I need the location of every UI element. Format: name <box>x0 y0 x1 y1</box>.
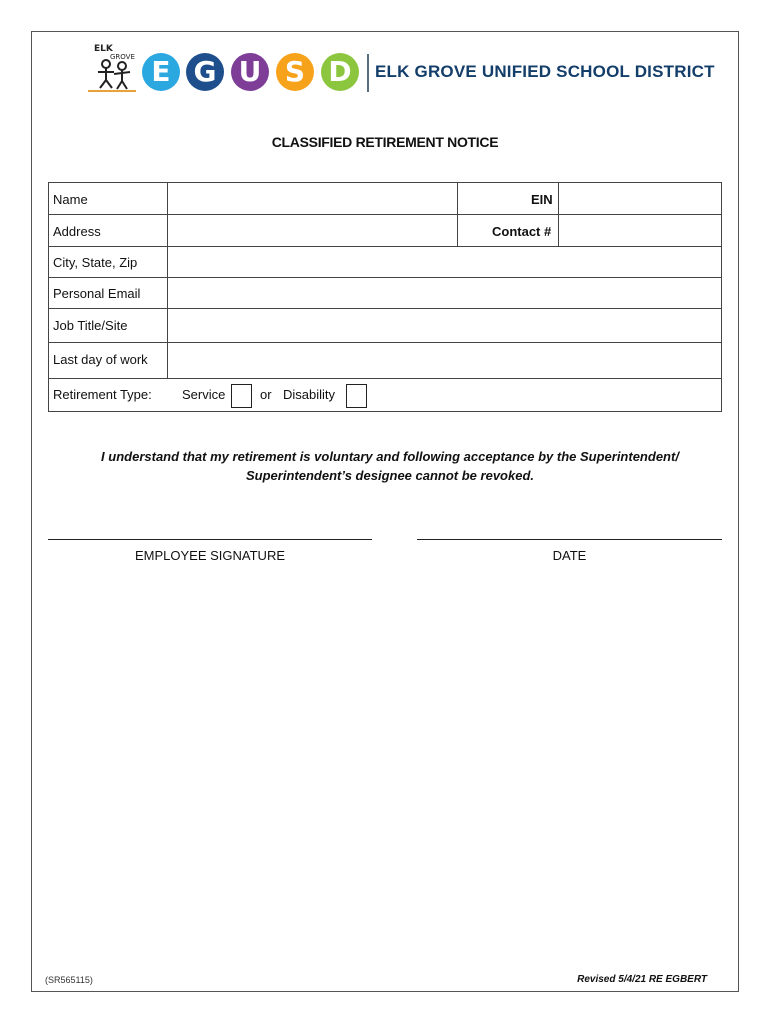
city-state-zip-field[interactable] <box>169 248 720 276</box>
job-title-site-field[interactable] <box>169 310 720 341</box>
column-divider <box>558 183 559 246</box>
elk-grove-kids-logo <box>86 42 138 92</box>
logo-letter-d: D <box>321 53 359 91</box>
service-checkbox[interactable] <box>231 384 252 408</box>
address-field[interactable] <box>169 216 456 245</box>
personal-email-field[interactable] <box>169 279 720 307</box>
row-divider <box>49 308 721 309</box>
form-page-border <box>31 31 739 992</box>
ein-label: EIN <box>531 192 553 207</box>
contact-label: Contact # <box>492 224 552 239</box>
form-code: (SR565115) <box>45 975 93 985</box>
job-title-site-label: Job Title/Site <box>53 318 128 333</box>
acknowledgement-statement <box>60 447 720 485</box>
city-state-zip-label: City, State, Zip <box>53 255 138 270</box>
disability-checkbox[interactable] <box>346 384 367 408</box>
last-day-of-work-field[interactable] <box>169 344 720 377</box>
row-divider <box>49 378 721 379</box>
employee-info-table <box>48 182 722 412</box>
statement-line-1: I understand that my retirement is voluntary and following acceptance by the Superintendent/ <box>101 449 679 464</box>
column-divider <box>167 183 168 378</box>
statement-line-2: Superintendent’s designee cannot be revoked. <box>246 468 534 483</box>
row-divider <box>49 246 721 247</box>
employee-signature-line[interactable] <box>48 539 372 540</box>
personal-email-label: Personal Email <box>53 286 141 301</box>
name-field[interactable] <box>169 184 456 213</box>
logo-letter-u: U <box>231 53 269 91</box>
retirement-type-label: Retirement Type: <box>53 387 152 402</box>
employee-signature-label: EMPLOYEE SIGNATURE <box>134 548 285 563</box>
logo-elk-text: ELK <box>94 44 113 54</box>
logo-divider <box>367 54 369 92</box>
disability-label: Disability <box>283 387 336 402</box>
name-label: Name <box>53 192 88 207</box>
form-title: CLASSIFIED RETIREMENT NOTICE <box>271 134 499 150</box>
last-day-of-work-label: Last day of work <box>53 352 148 367</box>
row-divider <box>49 342 721 343</box>
logo-letter-g: G <box>186 53 224 91</box>
logo-grove-text: GROVE <box>110 53 135 61</box>
date-label: DATE <box>552 548 587 563</box>
contact-field[interactable] <box>560 216 720 245</box>
row-divider <box>49 277 721 278</box>
logo-letter-s: S <box>276 53 314 91</box>
logo-letter-e: E <box>142 53 180 91</box>
date-line[interactable] <box>417 539 722 540</box>
or-label: or <box>260 387 272 402</box>
address-label: Address <box>53 224 101 239</box>
ein-field[interactable] <box>560 184 720 213</box>
column-divider <box>457 183 458 246</box>
revision-note: Revised 5/4/21 RE EGBERT <box>577 974 707 985</box>
service-label: Service <box>182 387 226 402</box>
row-divider <box>49 214 721 215</box>
district-name: ELK GROVE UNIFIED SCHOOL DISTRICT <box>375 62 715 81</box>
